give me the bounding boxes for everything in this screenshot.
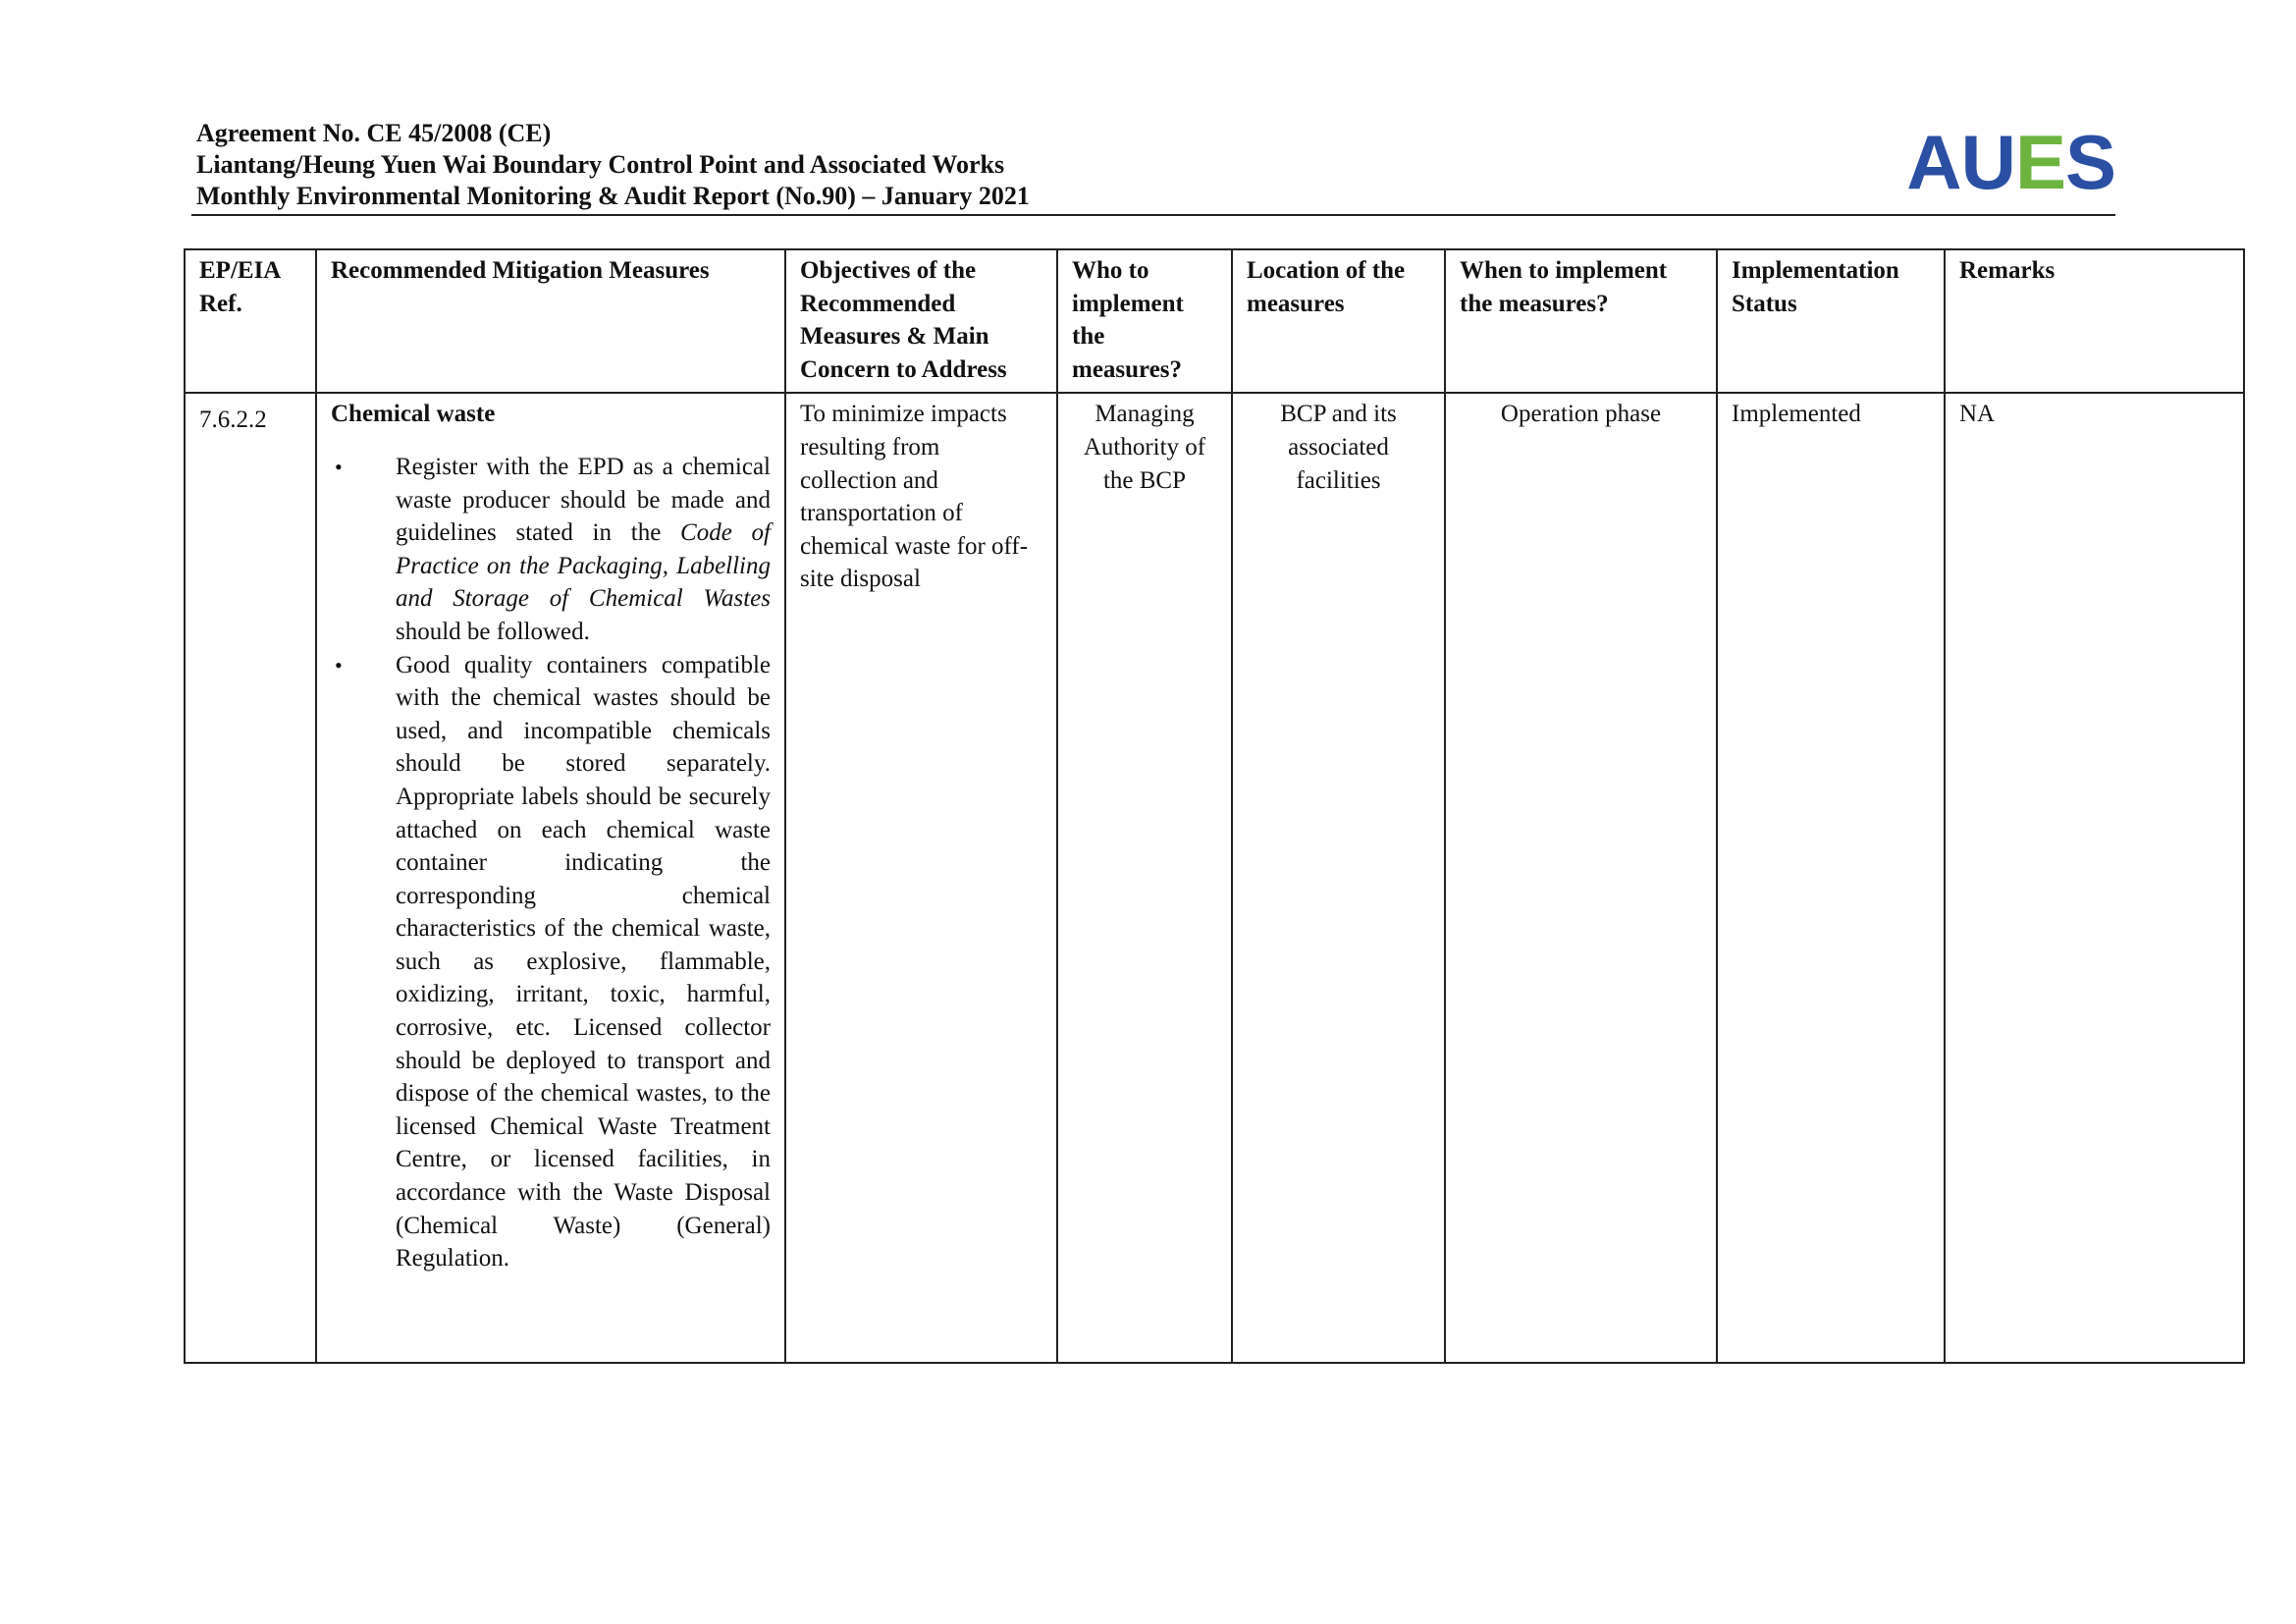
measure-list <box>331 451 771 1275</box>
agreement-number: Agreement No. CE 45/2008 (CE) <box>196 119 552 147</box>
header-text-block <box>196 118 1030 212</box>
report-header <box>196 118 2115 216</box>
cell-who: Managing Authority of the BCP <box>1057 393 1232 1363</box>
col-header-measures: Recommended Mitigation Measures <box>316 249 785 393</box>
aues-logo <box>1906 119 2115 205</box>
table-header-row <box>185 249 2244 393</box>
list-item <box>331 649 771 1275</box>
col-header-who: Who to implement the measures? <box>1057 249 1232 393</box>
col-header-status: Implementation Status <box>1717 249 1945 393</box>
project-title: Liantang/Heung Yuen Wai Boundary Control Point and Associated Works <box>196 150 1005 179</box>
bullet-icon: • <box>335 454 343 479</box>
col-header-location: Location of the measures <box>1232 249 1445 393</box>
col-header-ref: EP/EIA Ref. <box>185 249 316 393</box>
header-divider <box>191 214 2115 216</box>
bullet1-text: Register with the EPD as a chemical waste producer should be made and guidelines stated in the <box>396 453 771 547</box>
col-header-remarks: Remarks <box>1945 249 2244 393</box>
mitigation-measures-table <box>184 248 2245 1364</box>
cell-objectives: To minimize impacts resulting from collection and transportation of chemical waste for off-site disposal <box>785 393 1057 1363</box>
cell-remarks: NA <box>1945 393 2244 1363</box>
table-row <box>185 393 2244 1363</box>
cell-ref: 7.6.2.2 <box>185 393 316 1363</box>
cell-measures <box>316 393 785 1363</box>
logo-part-s: S <box>2064 119 2115 205</box>
col-header-when: When to implement the measures? <box>1445 249 1717 393</box>
cell-status: Implemented <box>1717 393 1945 1363</box>
bullet1-tail: should be followed. <box>396 618 590 645</box>
col-header-objectives: Objectives of the Recommended Measures & Main Concern to Address <box>785 249 1057 393</box>
list-item <box>331 451 771 649</box>
cell-location: BCP and its associated facilities <box>1232 393 1445 1363</box>
report-title: Monthly Environmental Monitoring & Audit Report (No.90) – January 2021 <box>196 182 1030 210</box>
measure-title: Chemical waste <box>331 401 496 428</box>
logo-part-au: AU <box>1906 119 2015 205</box>
bullet-icon: • <box>335 652 343 677</box>
logo-part-e: E <box>2014 119 2065 205</box>
bullet1-code-of-practice: Code of Practice on the Packaging, Labelling and Storage of Chemical Wastes <box>396 519 772 613</box>
bullet2-text: Good quality containers compatible with the chemical wastes should be used, and incompatible chemicals should be stored separately. Appropriate labels should be securely attached on each chemical waste container indicating the corresponding chemical characteristics of the chemical waste, such as explosive, flammable, oxidizing, irritant, toxic, harmful, corrosive, etc. Licensed collector should be deployed to transport and dispose of the chemical wastes, to the licensed Chemical Waste Treatment Centre, or licensed facilities, in accordance with the Waste Disposal (Chemical Waste) (General) Regulation. <box>396 651 771 1272</box>
cell-when: Operation phase <box>1445 393 1717 1363</box>
